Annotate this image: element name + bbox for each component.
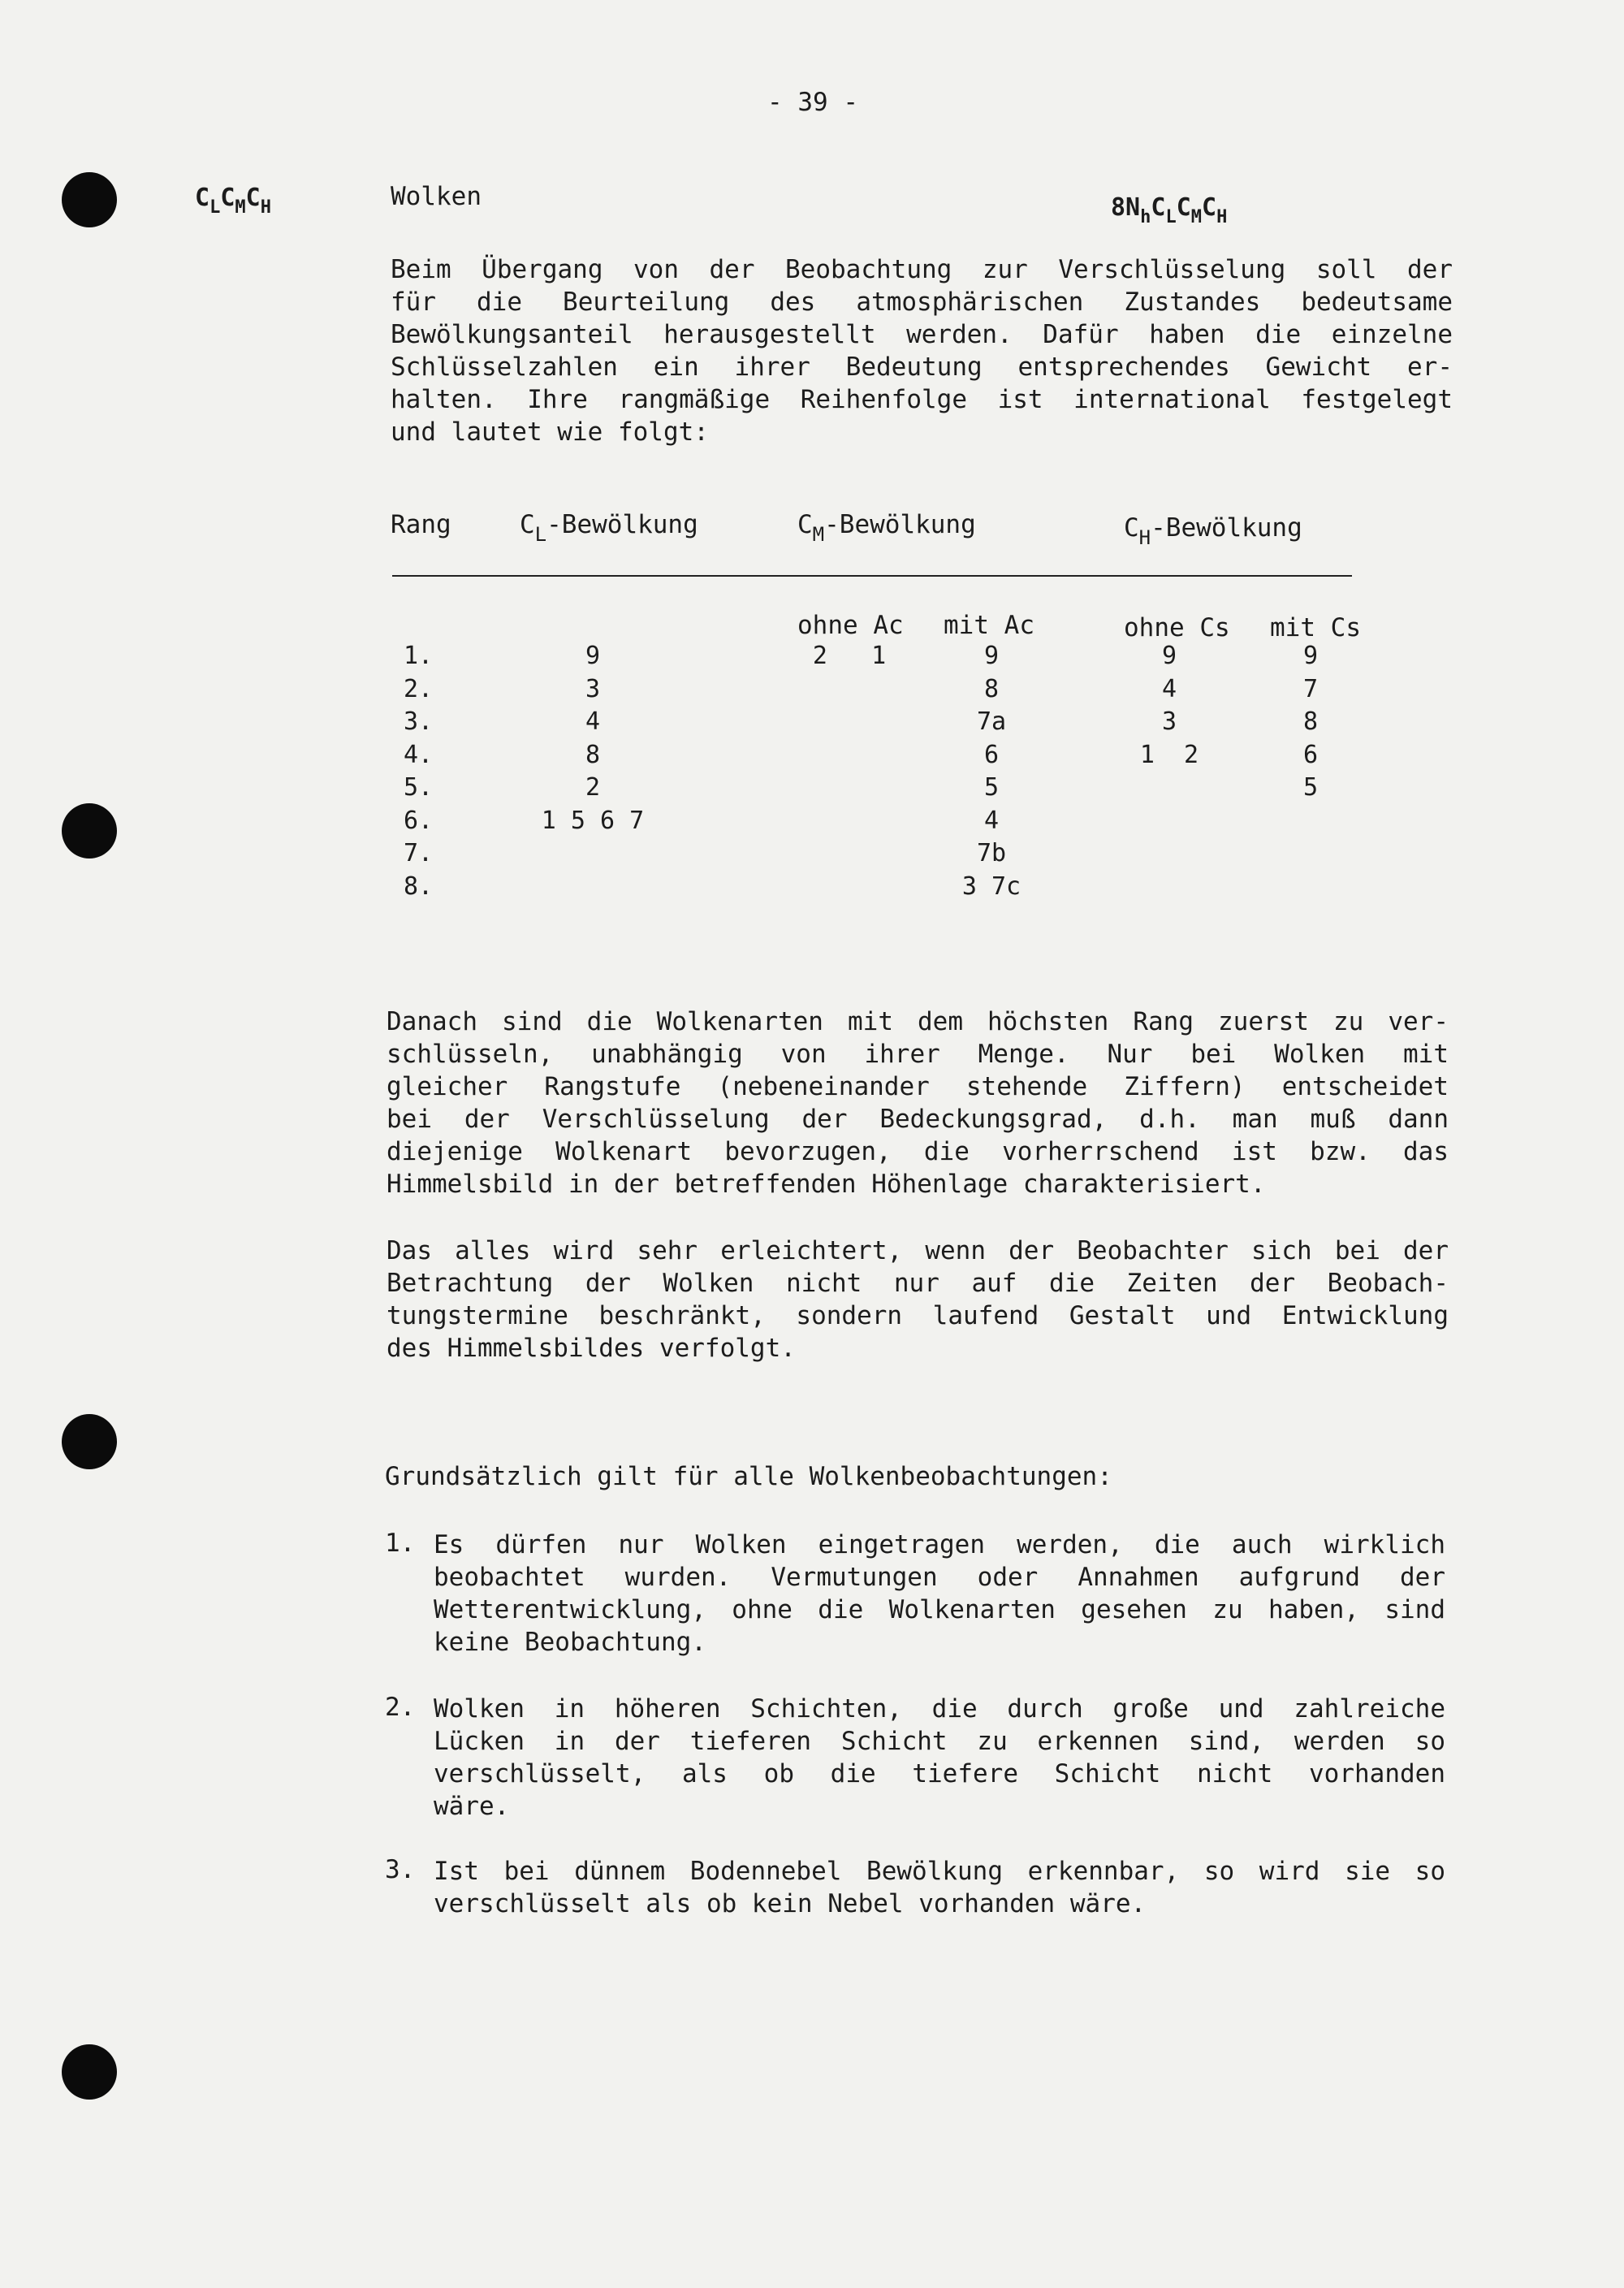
table-header-rang: Rang: [391, 510, 451, 539]
paragraph-ranking-rules: Danach sind die Wolkenarten mit dem höchsten Rang zuerst zu ver- schlüsseln, unabhängig von ihrer Menge. Nur bei Wolken mit gleicher Rangstufe (nebeneinander stehende Ziffern) entscheidet bei der Verschlüsselung der Bedeckungsgrad, d.h. man muß dann diejenige Wolkenart bevorzugen, die vorherrschend ist bzw. das Himmelsbild in der betreffenden Höhenlage charakterisiert.: [387, 1007, 1449, 1199]
cl-value-cell: 2: [585, 773, 601, 802]
cl-value-cell: 1 5 6 7: [541, 806, 645, 835]
subheader-ch-mit-cs: mit Cs: [1270, 613, 1361, 642]
punch-hole: [62, 803, 117, 859]
cm-mit-ac-cell: 3 7c: [961, 872, 1021, 901]
cm-mit-ac-cell: 8: [983, 674, 1000, 703]
ch-mit-cs-cell: 9: [1302, 642, 1319, 670]
rank-cell: 4.: [404, 740, 434, 769]
principles-heading: Grundsätzlich gilt für alle Wolkenbeobachtungen:: [385, 1462, 1112, 1491]
table-header-cl: $C_L$-Bewölkung: [520, 510, 698, 546]
subheader-cm-mit-ac: mit Ac: [944, 611, 1034, 640]
punch-hole: [62, 172, 117, 227]
rank-cell: 8.: [404, 872, 434, 901]
cm-mit-ac-cell: 9: [983, 642, 1000, 670]
rank-cell: 5.: [404, 773, 434, 802]
cm-mit-ac-cell: 4: [983, 806, 1000, 835]
table-header-ch: $C_H$-Bewölkung: [1124, 513, 1302, 549]
subheader-cm-ohne-ac: ohne Ac: [797, 611, 904, 640]
list-item-2: Wolken in höheren Schichten, die durch große und zahlreiche Lücken in der tieferen Schicht zu erkennen sind, werden so verschlüsselt, als ob die tiefere Schicht nicht vorhanden wäre.: [434, 1694, 1445, 1821]
ch-mit-cs-cell: 5: [1302, 773, 1319, 802]
ch-mit-cs-cell: 7: [1302, 674, 1319, 703]
cl-value-cell: 4: [585, 707, 601, 736]
list-item-3: Ist bei dünnem Bodennebel Bewölkung erkennbar, so wird sie so verschlüsselt als ob kein Nebel vorhanden wäre.: [434, 1857, 1445, 1918]
cl-value-cell: 9: [585, 642, 601, 670]
code-group-left: $C_LC_MC_H$: [195, 184, 271, 218]
section-heading: Wolken: [391, 182, 482, 211]
punch-hole: [62, 2044, 117, 2100]
intro-paragraph: Beim Übergang von der Beobachtung zur Verschlüsselung soll der für die Beurteilung des atmosphärischen Zustandes bedeutsame Bewölkungsanteil herausgestellt werden. Dafür haben die einzelne Schlüsselzahlen ein ihrer Bedeutung entsprechendes Gewicht er- halten. Ihre rangmäßige Reihenfolge ist international festgelegt und lautet wie folgt:: [391, 255, 1453, 447]
ch-ohne-cs-cell: 3: [1161, 707, 1177, 736]
table-header-cm: $C_M$-Bewölkung: [797, 510, 976, 546]
paragraph-observation-note: Das alles wird sehr erleichtert, wenn der Beobachter sich bei der Betrachtung der Wolken nicht nur auf die Zeiten der Beobach- tungstermine beschränkt, sondern laufend Gestalt und Entwicklung des Himmelsbildes verfolgt.: [387, 1236, 1449, 1363]
rank-cell: 1.: [404, 642, 434, 670]
ch-ohne-cs-cell: 9: [1161, 642, 1177, 670]
cm-mit-ac-cell: 6: [983, 740, 1000, 769]
cm-mit-ac-cell: 7b: [976, 839, 1007, 867]
code-group-right: $8N_hC_LC_MC_H$: [1111, 193, 1228, 227]
cm-mit-ac-cell: 7a: [976, 707, 1007, 736]
cl-value-cell: 8: [585, 740, 601, 769]
list-item-number: 2.: [385, 1693, 416, 1722]
rank-cell: 2.: [404, 674, 434, 703]
list-item-1: Es dürfen nur Wolken eingetragen werden, die auch wirklich beobachtet wurden. Vermutungen oder Annahmen aufgrund der Wetterentwicklung, ohne die Wolkenarten gesehen zu haben, sind keine Beobachtung.: [434, 1530, 1445, 1657]
ch-ohne-cs-cell: 1 2: [1139, 740, 1199, 769]
subheader-ch-ohne-cs: ohne Cs: [1124, 613, 1230, 642]
ch-ohne-cs-cell: 4: [1161, 674, 1177, 703]
list-item-number: 1.: [385, 1529, 416, 1558]
table-header-rule: [392, 575, 1352, 577]
cm-mit-ac-cell: 5: [983, 773, 1000, 802]
cm-ohne-ac-cell: 2 1: [812, 642, 887, 670]
rank-cell: 6.: [404, 806, 434, 835]
punch-hole: [62, 1414, 117, 1469]
rank-cell: 3.: [404, 707, 434, 736]
page-number: - 39 -: [767, 88, 858, 117]
cl-value-cell: 3: [585, 674, 601, 703]
list-item-number: 3.: [385, 1855, 416, 1884]
ch-mit-cs-cell: 8: [1302, 707, 1319, 736]
rank-cell: 7.: [404, 839, 434, 867]
ch-mit-cs-cell: 6: [1302, 740, 1319, 769]
